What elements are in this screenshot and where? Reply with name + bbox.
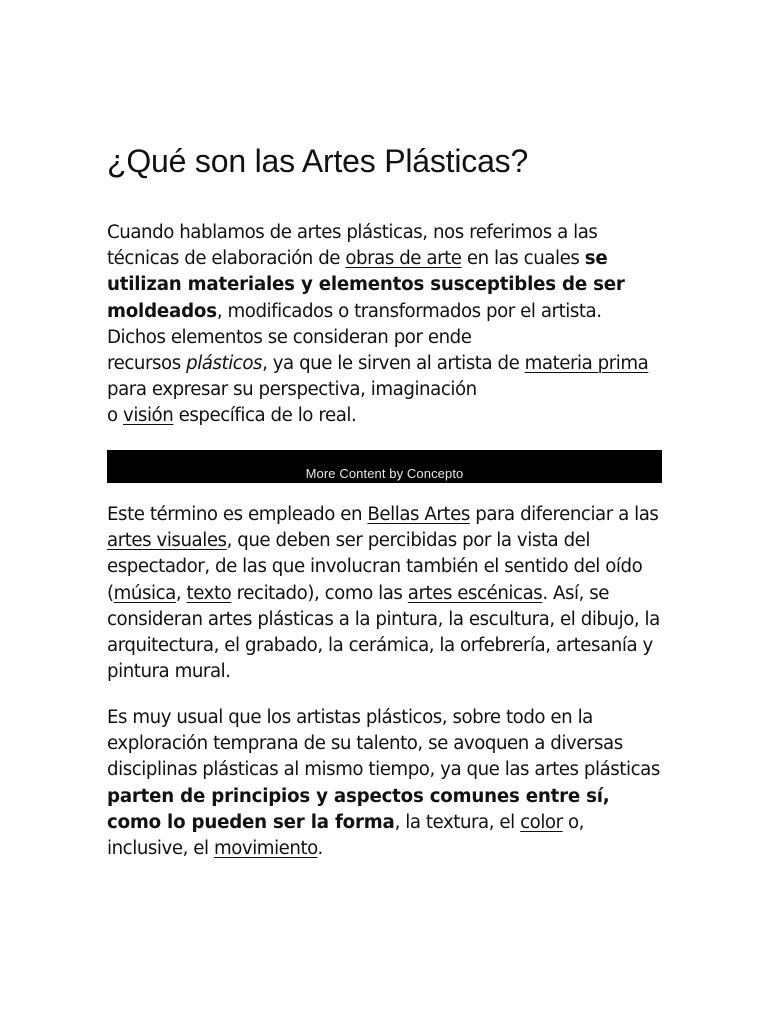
paragraph-intro bbox=[107, 220, 663, 430]
text-run: para diferenciar a las bbox=[469, 504, 659, 525]
inline-link[interactable]: movimiento bbox=[213, 838, 318, 860]
text-run: , bbox=[175, 582, 187, 604]
more-content-label[interactable]: More Content by Concepto bbox=[305, 465, 464, 481]
bold-text: se utilizan materiales y elementos susceptibles de ser moldeados bbox=[107, 248, 625, 322]
inline-link[interactable]: Bellas Artes bbox=[367, 504, 470, 525]
text-run: recursos bbox=[107, 353, 187, 375]
text-run: , la textura, el bbox=[394, 811, 521, 833]
inline-link[interactable]: color bbox=[520, 811, 563, 833]
inline-link[interactable]: materia prima bbox=[524, 353, 649, 375]
text-run: , modificados o transformados por el artista. Dichos elementos se consideran por ende bbox=[107, 300, 602, 348]
text-run: Cuando hablamos de artes plásticas, nos referimos a las técnicas de elaboración de bbox=[107, 222, 598, 270]
text-run: . bbox=[317, 838, 323, 860]
text-run: recitado), como las bbox=[231, 582, 408, 604]
text-run: o bbox=[107, 405, 124, 427]
inline-link[interactable]: artes escénicas bbox=[407, 582, 543, 604]
inline-link[interactable]: obras de arte bbox=[345, 248, 462, 270]
paragraph-disciplinas bbox=[107, 705, 663, 862]
text-run: Este término es empleado en bbox=[107, 504, 368, 525]
inline-link[interactable]: artes visuales bbox=[107, 530, 227, 552]
inline-link[interactable]: texto bbox=[186, 582, 232, 604]
inline-link[interactable]: visión bbox=[123, 405, 174, 427]
text-run: . Así, se consideran artes plásticas a la pintura, la escultura, el dibujo, la arquitectura, el grabado, la cerámica, la orfebrería, artesanía y pintura mural. bbox=[107, 582, 660, 683]
text-run: Es muy usual que los artistas plásticos, sobre todo en la exploración temprana de su talento, se avoquen a diversas disciplinas plásticas al mismo tiempo, ya que las artes plásticas bbox=[107, 707, 660, 781]
bold-text: parten de principios y aspectos comunes entre sí, como lo pueden ser la forma bbox=[107, 785, 610, 833]
text-run: en las cuales bbox=[461, 248, 585, 270]
more-content-banner[interactable] bbox=[107, 450, 662, 483]
text-run: , que deben ser percibidas por la vista del espectador, de las que involucran también el sentido del oído ( bbox=[107, 530, 643, 604]
paragraph-bellas-artes bbox=[107, 502, 663, 685]
article-title: ¿Qué son las Artes Plásticas? bbox=[107, 143, 529, 179]
text-run: específica de lo real. bbox=[173, 405, 357, 427]
italic-text: plásticos bbox=[186, 353, 263, 375]
text-run: o, inclusive, el bbox=[107, 811, 584, 860]
inline-link[interactable]: música bbox=[113, 582, 176, 604]
text-run: para expresar su perspectiva, imaginación bbox=[107, 379, 477, 401]
text-run: , ya que le sirven al artista de bbox=[262, 353, 525, 375]
